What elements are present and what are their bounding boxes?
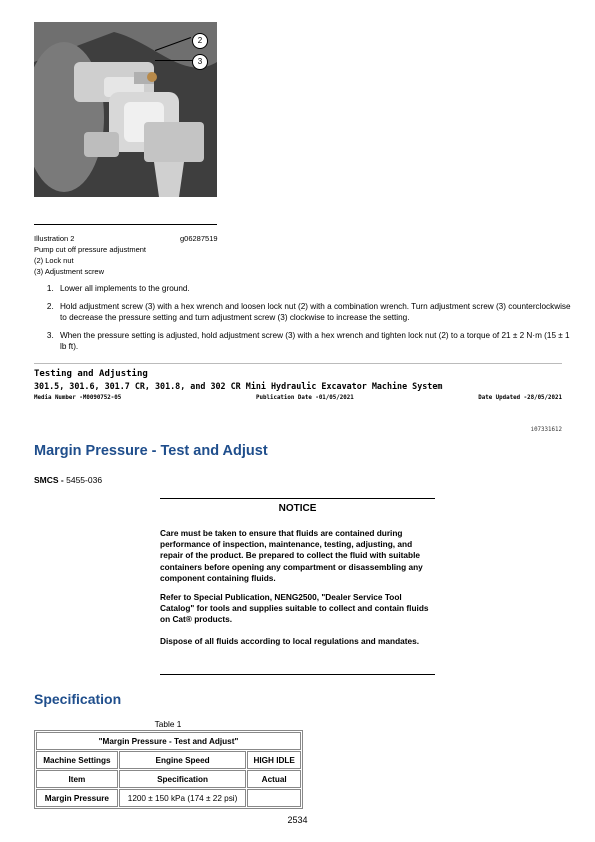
notice-paragraph-3: Dispose of all fluids according to local regulations and mandates. (160, 636, 420, 646)
notice-paragraph-1: Care must be taken to ensure that fluids are contained during performance of inspection, maintenance, testing, adjusting, and repair of the product. Be prepared to collect the fluid with suitable containers before opening any compartment or disassembling any component containing fluids. (160, 528, 423, 583)
section-subtitle: 301.5, 301.6, 301.7 CR, 301.8, and 302 CR Mini Hydraulic Excavator Machine System (34, 381, 443, 391)
legend-lock-nut: (2) Lock nut (34, 256, 74, 265)
table-cell: HIGH IDLE (247, 751, 301, 769)
callout-3: 3 (192, 54, 208, 70)
illustration-ref: g06287519 (180, 234, 218, 243)
table-cell: Item (36, 770, 118, 788)
table-cell: Actual (247, 770, 301, 788)
callout-2: 2 (192, 33, 208, 49)
date-updated: Date Updated -28/05/2021 (478, 395, 562, 401)
notice-top-rule (160, 498, 435, 499)
table-cell: Specification (119, 770, 247, 788)
table-caption: Table 1 (154, 719, 182, 729)
table-cell (247, 789, 301, 807)
media-number: Media Number -M0090752-05 (34, 395, 122, 401)
procedure-steps (32, 283, 576, 359)
page-number: 2534 (287, 815, 308, 825)
section-title: Testing and Adjusting (34, 369, 148, 379)
page-title: Margin Pressure - Test and Adjust (34, 443, 268, 459)
table-cell: Margin Pressure (36, 789, 118, 807)
pump-illustration (34, 22, 217, 197)
step-3: 3. When the pressure setting is adjusted, hold adjustment screw (3) with a hex wrench and tighten lock nut (2) to a torque of 21 ± 2 N·m (15 ± 1 lb ft). (56, 330, 576, 352)
table-cell: Engine Speed (119, 751, 247, 769)
illustration-caption: Pump cut off pressure adjustment (34, 245, 147, 254)
smcs-code (34, 475, 102, 485)
section-rule (34, 363, 562, 364)
publication-date: Publication Date -01/05/2021 (256, 395, 354, 401)
spec-table (34, 730, 303, 809)
step-1: 1. Lower all implements to the ground. (56, 283, 576, 294)
document-id: i07331612 (530, 427, 562, 433)
notice-title: NOTICE (278, 503, 317, 514)
leader-line-3 (155, 60, 193, 61)
notice-paragraph-2: Refer to Special Publication, NENG2500, "Dealer Service Tool Catalog" for tools and supplies suitable to collect and contain fluids on Cat® products. (160, 592, 429, 625)
table-title: "Margin Pressure - Test and Adjust" (36, 732, 301, 750)
legend-adjustment-screw: (3) Adjustment screw (34, 267, 105, 276)
illustration-rule (34, 224, 217, 225)
smcs-value: 5455-036 (66, 475, 103, 485)
illustration-label: Illustration 2 (34, 234, 75, 243)
pump-drawing (34, 22, 217, 197)
specification-heading: Specification (34, 691, 122, 707)
smcs-label: SMCS - (34, 475, 64, 485)
table-cell: 1200 ± 150 kPa (174 ± 22 psi) (119, 789, 247, 807)
table-cell: Machine Settings (36, 751, 118, 769)
step-2: 2. Hold adjustment screw (3) with a hex wrench and loosen lock nut (2) with a combination wrench. Turn adjustment screw (3) counterclockwise to decrease the pressure setting and turn adjustment screw (3) clockwise to increase the setting. (56, 301, 576, 323)
notice-bottom-rule (160, 674, 435, 675)
